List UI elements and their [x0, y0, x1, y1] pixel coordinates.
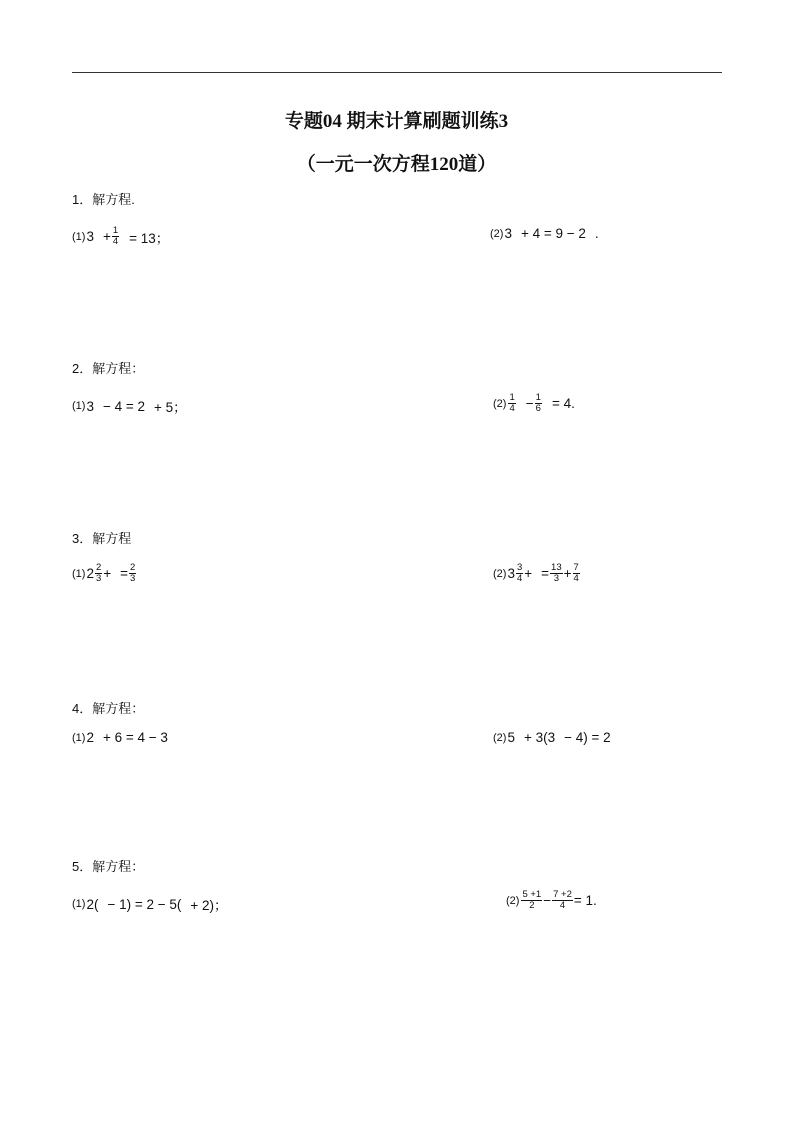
- numerator: 7 +2: [553, 889, 572, 900]
- numerator: 1: [509, 392, 515, 403]
- equation-rest: − 1) = 2 − 5(: [107, 896, 182, 912]
- part-index: (1): [72, 731, 86, 744]
- equation-rest: + 6 = 4 − 3: [102, 730, 168, 745]
- part-index: (1): [72, 400, 86, 412]
- denominator: 3: [130, 573, 136, 584]
- question-2-part-2: [493, 393, 575, 414]
- question-5-part-1: [72, 894, 228, 914]
- denominator: 3: [95, 573, 102, 584]
- denominator: 3: [553, 573, 559, 584]
- operator: +: [524, 566, 533, 581]
- denominator: 4: [559, 900, 566, 911]
- question-2-part-1: [72, 396, 187, 416]
- fraction-2: [550, 563, 563, 584]
- denominator: 2: [529, 900, 535, 911]
- equation-rest-2: + 2)；: [190, 898, 228, 913]
- equation-rest: = 13；: [129, 230, 170, 246]
- denominator: 4: [516, 573, 523, 584]
- question-5-heading: 5．解方程：: [72, 859, 145, 874]
- fraction-3: [573, 563, 580, 584]
- numerator: 5 +1: [522, 889, 542, 900]
- part-index: (2): [493, 567, 507, 580]
- question-3-part-1: [72, 563, 137, 584]
- whole-part: 3: [507, 566, 515, 581]
- question-1-part-2: [490, 226, 599, 241]
- equals-sign: =: [120, 566, 129, 581]
- equation-rest: = 1.: [573, 893, 597, 908]
- page-subtitle: （一元一次方程120道）: [296, 154, 497, 175]
- question-3-part-2: [493, 563, 581, 584]
- numerator: 7: [573, 562, 579, 573]
- numerator: 1: [535, 392, 541, 403]
- operator: +: [102, 229, 111, 244]
- equation-rest-2: − 4) = 2: [564, 730, 611, 745]
- question-1-heading: 1．解方程.: [72, 192, 135, 207]
- numerator: 3: [516, 562, 523, 573]
- question-4-heading: 4．解方程：: [72, 701, 145, 716]
- fraction: [112, 226, 119, 247]
- coefficient: 2(: [86, 896, 99, 912]
- part-index: (1): [72, 230, 86, 243]
- operator-2: +: [563, 566, 572, 581]
- question-3-heading: 3．解方程: [72, 531, 132, 546]
- operator: +: [103, 566, 112, 581]
- question-4-part-2: [493, 730, 611, 745]
- operator: −: [525, 396, 534, 411]
- part-index: (2): [506, 894, 520, 907]
- part-index: (2): [493, 731, 507, 744]
- question-1-part-1: [72, 226, 169, 247]
- equation-end: .: [594, 226, 599, 241]
- part-index: (1): [72, 567, 86, 580]
- question-4-part-1: [72, 730, 168, 745]
- equation-rest: − 4 = 2: [102, 398, 146, 414]
- header-rule: [72, 72, 722, 73]
- denominator: 4: [112, 236, 119, 247]
- fraction-1: [521, 890, 542, 911]
- fraction-2: [535, 393, 542, 414]
- whole-part: 2: [86, 566, 94, 581]
- fraction-1: [95, 563, 102, 584]
- coefficient: 3: [86, 398, 94, 414]
- question-2-heading: 2．解方程：: [72, 361, 145, 376]
- equation-rest: + 4 = 9 − 2: [520, 226, 586, 241]
- numerator: 2: [95, 562, 102, 573]
- equation-rest: = 4.: [551, 396, 575, 411]
- fraction-2: [129, 563, 136, 584]
- equals-sign: =: [541, 566, 550, 581]
- numerator: 2: [130, 562, 136, 573]
- equation-rest: + 3(3: [523, 730, 556, 745]
- fraction-1: [508, 393, 515, 414]
- numerator: 13: [551, 562, 562, 573]
- part-index: (2): [490, 227, 504, 240]
- equation-rest-2: + 5；: [154, 400, 187, 415]
- fraction-2: [552, 890, 573, 911]
- denominator: 4: [573, 573, 579, 584]
- coefficient: 5: [507, 730, 515, 745]
- denominator: 6: [535, 403, 541, 414]
- page-title: 专题04 期末计算刷题训练3: [284, 111, 509, 132]
- coefficient: 3: [86, 229, 94, 244]
- part-index: (2): [493, 397, 507, 410]
- coefficient: 3: [504, 226, 512, 241]
- denominator: 4: [509, 403, 515, 414]
- question-5-part-2: [506, 890, 597, 911]
- fraction-1: [516, 563, 523, 584]
- operator: −: [543, 893, 552, 908]
- coefficient: 2: [86, 730, 94, 745]
- numerator: 1: [112, 225, 119, 236]
- part-index: (1): [72, 898, 86, 910]
